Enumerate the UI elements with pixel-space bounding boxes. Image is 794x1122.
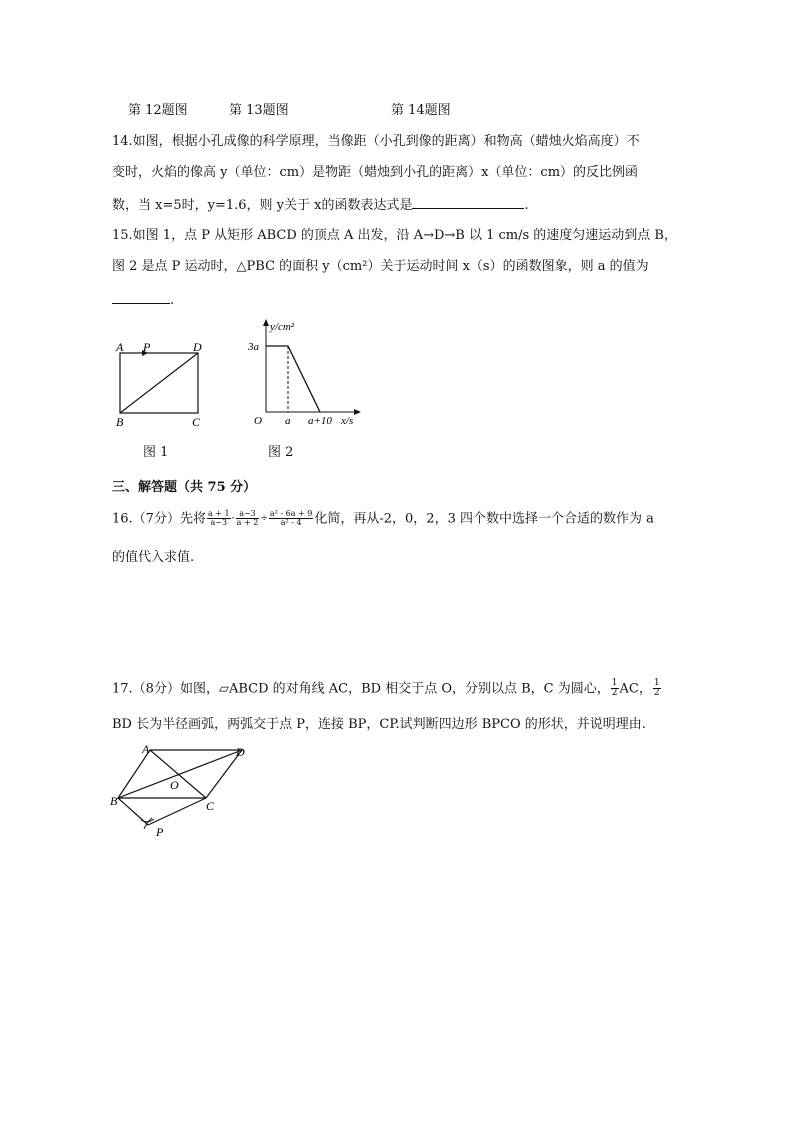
q16-op1: - (231, 513, 235, 524)
q15-line2: 图 2 是点 P 运动时，△PBC 的面积 y（cm²）关于运动时间 x（s）的函数图象，则 a 的值为 (112, 259, 649, 274)
y-axis-label: y/cm² (270, 321, 295, 333)
q14-line3-end: . (524, 198, 529, 213)
q17-half-num: 1 (611, 678, 618, 688)
label-d: D (236, 745, 245, 759)
q15-line1: 15.如图 1，点 P 从矩形 ABCD 的顶点 A 出发，沿 A→D→B 以 1 cm/s 的速度匀速运动到点 B， (112, 228, 677, 243)
q17-half-den-2: 2 (653, 688, 660, 699)
function-graph (266, 346, 320, 412)
q16-frac3-den: a² - 4 (280, 518, 302, 528)
x-tick-a: a (285, 415, 291, 427)
q17-line1 (112, 679, 662, 699)
fig-caption-q12: 第 12题图 (128, 103, 188, 118)
label-a: A (116, 340, 124, 354)
q16-suffix: 化简，再从-2，0，2，3 四个数中选择一个合适的数作为 a (314, 511, 654, 527)
q16-frac2 (236, 510, 260, 528)
label-b: B (116, 415, 124, 429)
q17-line2: BD 长为半径画弧，两弧交于点 P，连接 BP，CP.试判断四边形 BPCO 的形状，并说明理由. (112, 717, 646, 732)
q17-half-frac (611, 679, 619, 699)
q15-line3 (112, 292, 174, 307)
label-p: P (156, 825, 164, 839)
q16-frac2-num: a−3 (236, 510, 260, 519)
x-axis-label: x/s (341, 415, 354, 427)
q14-line2: 变时，火焰的像高 y（单位：cm）是物距（蜡烛到小孔的距离）x（单位：cm）的反比例函 (112, 165, 639, 180)
q17-half-den: 2 (611, 688, 618, 699)
label-c: C (206, 799, 215, 813)
fig-caption-q14: 第 14题图 (391, 103, 451, 118)
q15-answer-blank (112, 292, 170, 304)
q14-line3-text: 数，当 x=5时，y=1.6，则 y关于 x的函数表达式是 (112, 198, 413, 213)
q17-half-frac-2 (653, 679, 661, 699)
label-p: P (143, 340, 151, 354)
q17-figure (108, 740, 258, 840)
q14-line3 (112, 197, 529, 212)
label-o: O (170, 778, 179, 792)
x-axis-arrow (354, 409, 361, 415)
diagonal-bd (120, 353, 198, 413)
segment-cp (148, 798, 206, 825)
y-tick-3a: 3a (248, 341, 259, 353)
q15-fig2-caption: 图 2 (268, 445, 294, 460)
label-a: A (142, 742, 150, 756)
x-tick-a-plus-10: a+10 (308, 415, 332, 427)
section-heading: 三、解答题（共 75 分） (112, 480, 257, 495)
q14-line1: 14.如图，根据小孔成像的科学原理，当像距（小孔到像的距离）和物高（蜡烛火焰高度）不 (112, 134, 640, 149)
q17-half-num-2: 1 (653, 678, 660, 688)
q15-figure-1 (110, 335, 220, 431)
label-b: B (110, 794, 118, 808)
q15-figure-2 (244, 316, 364, 432)
label-d: D (193, 340, 202, 354)
q16-line2: 的值代入求值. (112, 550, 195, 565)
q15-line3-end: . (170, 293, 175, 308)
origin-label: O (254, 415, 262, 427)
q14-answer-blank (412, 197, 524, 209)
q16-frac3 (269, 510, 314, 528)
q16-frac1-den: a−3 (210, 518, 228, 528)
q16-frac1 (207, 510, 231, 528)
q15-fig1-caption: 图 1 (143, 445, 169, 460)
q16-frac2-den: a + 2 (236, 518, 259, 528)
fig-caption-q13: 第 13题图 (229, 103, 289, 118)
q17-prefix: 17.（8分）如图，▱ABCD 的对角线 AC，BD 相交于点 O，分别以点 B，C 为圆心， (112, 681, 610, 697)
q16-line1 (112, 510, 654, 528)
q17-mid: AC， (619, 681, 652, 697)
label-c: C (192, 415, 201, 429)
q16-frac1-num: a + 1 (207, 509, 230, 518)
q16-frac3-num: a² - 6a + 9 (269, 509, 313, 518)
q16-prefix: 16.（7分）先将 (112, 511, 206, 527)
y-axis-arrow (263, 319, 269, 326)
q16-op2: ÷ (260, 513, 268, 524)
